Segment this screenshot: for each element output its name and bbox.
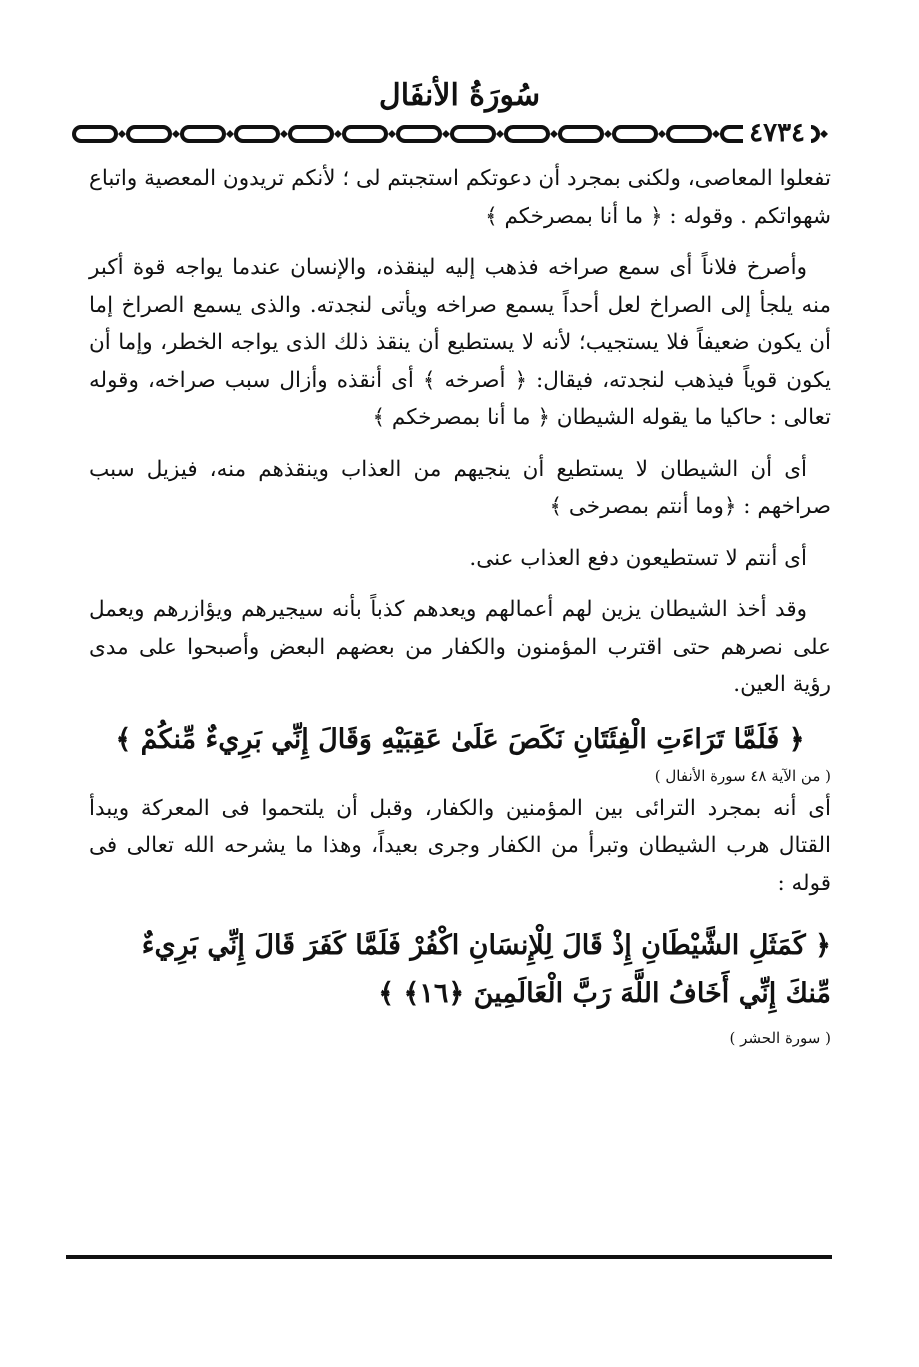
ornament-link xyxy=(614,127,656,141)
ornament-diamond xyxy=(604,130,612,138)
paragraph-5: وقد أخذ الشيطان يزين لهم أعمالهم ويعدهم كذباً بأنه سيجيرهم ويؤازرهم ويعمل على نصرهم حتى اقترب المؤمنون والكفار من بعضهم البعض وأصبحوا على مدى رؤية العين. xyxy=(89,597,831,697)
ornament-diamond xyxy=(658,130,666,138)
ornament-diamond xyxy=(226,130,234,138)
main-text xyxy=(89,160,831,1052)
verse-reference-2: ( سورة الحشر ) xyxy=(729,1029,831,1047)
ornament-link xyxy=(398,127,440,141)
ornament-link xyxy=(452,127,494,141)
ornament-diamond xyxy=(388,130,396,138)
ornament-link xyxy=(74,127,116,141)
ornament-diamond xyxy=(496,130,504,138)
ornament-link xyxy=(560,127,602,141)
ornament-chain-icon xyxy=(72,120,834,148)
ornament-diamond xyxy=(442,130,450,138)
ornament-link xyxy=(236,127,278,141)
footer-rule xyxy=(66,1255,832,1259)
paragraph-4: أى أنتم لا تستطيعون دفع العذاب عنى. xyxy=(469,545,807,571)
ornament-link xyxy=(506,127,548,141)
ornament-diamond xyxy=(712,130,720,138)
ornament-diamond xyxy=(118,130,126,138)
page-number: ٤٧٣٤ xyxy=(743,118,811,148)
ornament-diamond xyxy=(280,130,288,138)
paragraph-1: تفعلوا المعاصى، ولكنى بمجرد أن دعوتكم استجبتم لى ؛ لأنكم تريدون المعصية واتباع شهواتكم . وقوله : ﴿ ما أنا بمصرخكم ﴾ xyxy=(89,166,831,229)
ornament-diamond xyxy=(820,130,828,138)
verse-reference-1: ( من الآية ٤٨ سورة الأنفال ) xyxy=(654,766,831,785)
ornament-link xyxy=(668,127,710,141)
paragraph-6: أى أنه بمجرد الترائى بين المؤمنين والكفار، وقبل أن يلتحموا فى المعركة ويبدأ القتال هرب الشيطان وتبرأ من الكفار وجرى بعيداً، وهذا ما يشرحه الله تعالى فى قوله : xyxy=(89,795,831,896)
paragraph-2: وأصرخ فلاناً أى سمع صراخه فذهب إليه لينقذه، والإنسان عندما يواجه قوة أكبر منه يلجأ إلى الصراخ لعل أحداً يسمع صراخه ويأتى لنجدته. والذى يسمع الصراخ إما أن يكون ضعيفاً فلا يستجيب؛ لأنه لا يستطيع أن ينقذ ذلك الذى يواجه الخطر، وإما أن يكون قوياً فيذهب لنجدته، فيقال: ﴿ أصرخه ﴾ أى أنقذه وأزال سبب صراخه، وقوله تعالى : حاكيا ما يقوله الشيطان ﴿ ما أنا بمصرخكم ﴾ xyxy=(89,255,831,430)
paragraph-3: أى أن الشيطان لا يستطيع أن ينجيهم من العذاب وينقذهم منه، فيزيل سبب صراخهم : ﴿وما أنتم بمصرخى ﴾ xyxy=(89,456,831,519)
ornament-link xyxy=(182,127,224,141)
quran-verse-2: ﴿ كَمَثَلِ الشَّيْطَانِ إِذْ قَالَ لِلْإِنسَانِ اكْفُرْ فَلَمَّا كَفَرَ قَالَ إِنِّي بَرِيءٌ مِّنكَ إِنِّي أَخَافُ اللَّهَ رَبَّ الْعَالَمِينَ ﴿١٦﴾ ﴾ xyxy=(141,930,831,1009)
ornament-link xyxy=(344,127,386,141)
ornament-diamond xyxy=(172,130,180,138)
surah-title: سُورَةُ الأنفَال xyxy=(378,78,541,113)
ornament-link xyxy=(290,127,332,141)
quran-verse-1: ﴿ فَلَمَّا تَرَاءَتِ الْفِئَتَانِ نَكَصَ عَلَىٰ عَقِبَيْهِ وَقَالَ إِنِّي بَرِيءٌ مِّنكُمْ ﴾ xyxy=(115,723,805,755)
ornament-diamond xyxy=(334,130,342,138)
ornament-border xyxy=(72,120,834,148)
ornament-diamond xyxy=(550,130,558,138)
ornament-link xyxy=(128,127,170,141)
